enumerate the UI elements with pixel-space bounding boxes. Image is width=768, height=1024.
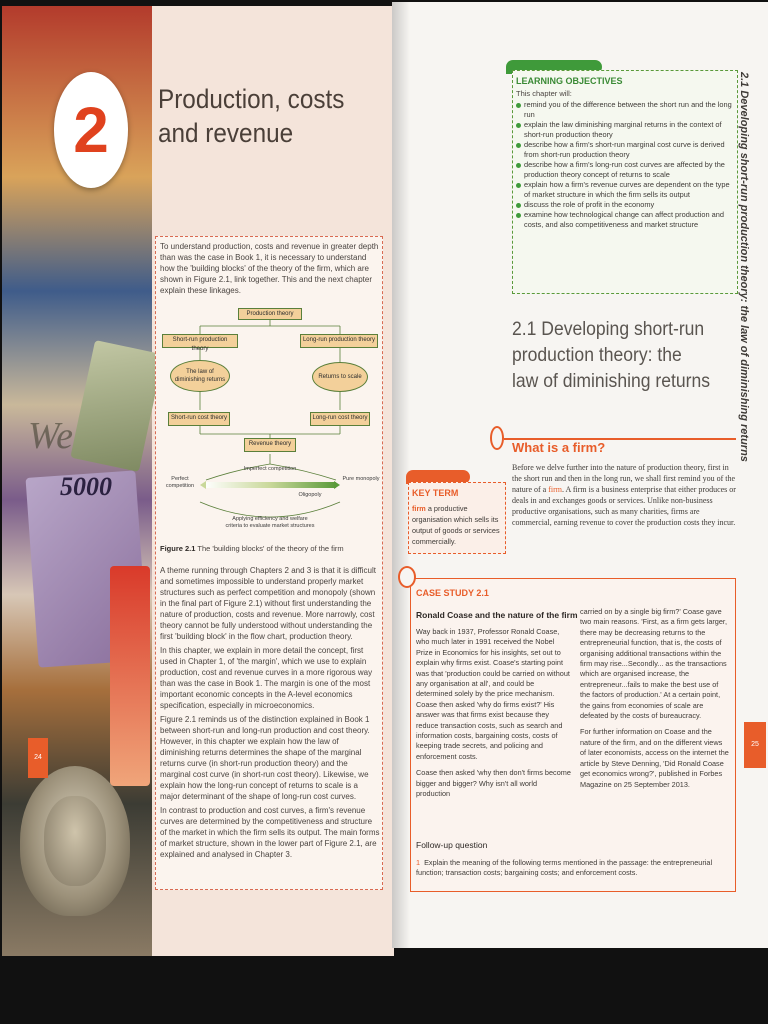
case-study-marker [398, 566, 416, 588]
case-study-heading: Ronald Coase and the nature of the firm [416, 610, 578, 620]
flow-short-run-production: Short-run production theory [162, 334, 238, 348]
chapter-title-line1: Production, costs [158, 84, 345, 114]
list-item: remind you of the difference between the short run and the long run [516, 100, 734, 120]
section-marker-circle [490, 426, 504, 450]
figure-caption-text: The 'building blocks' of the theory of the firm [197, 544, 344, 553]
figure-caption [160, 544, 380, 553]
flow-returns-to-scale: Returns to scale [312, 362, 368, 392]
learning-objectives-intro: This chapter will: [516, 89, 572, 98]
running-side-heading [734, 72, 760, 492]
page-number-left: 24 [28, 738, 48, 778]
case-study-column-2 [580, 607, 730, 796]
flow-short-run-cost: Short-run cost theory [168, 412, 230, 426]
left-paragraph: In contrast to production and cost curves, a firm's revenue curves are determined by the competitiveness and structure of the market in which the firm sells its output. The main forms of market structure, shown in the lower part of Figure 2.1, are explained and analysed in Chapter 3. [160, 806, 380, 859]
list-item: discuss the role of profit in the economy [516, 200, 734, 210]
banknote-5000-label: 5000 [60, 472, 112, 501]
flow-imperfect-competition: Imperfect competition [243, 466, 297, 472]
chapter-title-line2: and revenue [158, 118, 294, 148]
firm-highlight: firm [548, 485, 562, 494]
portrait-face [44, 796, 106, 886]
flow-chart [160, 302, 380, 540]
what-text-before: Before we delve further into the nature of production theory, first in the short run and then in the long run, we shall first remind you of the nature of a [512, 463, 736, 494]
left-body-text [160, 565, 380, 863]
key-term-definition [412, 503, 504, 547]
list-item: explain the law diminishing marginal returns in the context of short-run production theory [516, 120, 734, 140]
flow-efficiency-criteria: Applying efficiency and welfare criteria to evaluate market structures [225, 516, 315, 529]
banknote-red [110, 566, 150, 786]
case-study-paragraph: Way back in 1937, Professor Ronald Coase, who much later in 1991 received the Nobel Prize in Economics for his insights, set out to explain why firms exist. Coase's starting point was that 'production could be carried on without any organisation at all', and could be determined solely by the price mechanism. Coase then asked 'why do firms exist?' His answer was that firms exist because they reduce transaction costs, such as search and information costs, bargaining costs, costs of keeping trade secrets, and policing and enforcement costs. [416, 627, 570, 761]
key-term-definition-text: a productive organisation which sells its output of goods or services commercially. [412, 504, 500, 546]
case-study-paragraph: carried on by a single big firm?' Coase gave two main reasons. 'First, as a firm gets larger, there may be decreasing returns to the entrepreneurial function, that is, the costs of organising additional transactions within the firm may rise...Secondly... as the transactions which are organised increase, the entrepreneur...fails to make the best use of the factors of production.' At a certain point, the gains from economies of scale are defeated by the costs of bureaucracy. [580, 607, 727, 721]
subsection-title: What is a firm? [512, 440, 606, 455]
left-paragraph: Figure 2.1 reminds us of the distinction explained in Book 1 between short-run and long-run production and cost theory. However, in this chapter we explain how the law of diminishing returns determines the shape of the marginal returns curve (in short-run production theory) and the marginal cost curve (in short-run cost theory). Likewise, we explain how the long-run concept of returns to scale is a major determinant of the shape of long-run cost curves. [160, 715, 370, 801]
list-item: describe how a firm's long-run cost curves are affected by the production theory concept of returns to scale [516, 160, 734, 180]
banknote-lettering: We [28, 415, 74, 457]
follow-up-title: Follow-up question [416, 840, 488, 850]
left-paragraph: A theme running through Chapters 2 and 3 is that it is difficult and sometimes impossible to understand properly market structures such as perfect competition and monopoly (shown in the final part of Figure 2.1) without first understanding the nature of production, costs and revenue. More narrowly, cost theory cannot be fully understood without understanding the first 'building block' in the flow chart, production theory. [160, 566, 376, 641]
page-number-right: 25 [744, 722, 766, 768]
flow-law-diminishing-returns: The law of diminishing returns [170, 360, 230, 392]
key-term-title: KEY TERM [412, 488, 459, 498]
intro-paragraph: To understand production, costs and revenue in greater depth than was the case in Book 1, it is necessary to understand how the 'building blocks' of the theory of the firm, which are shown in Figure 2.1, link together. This and the next chapter explain these linkages. [160, 242, 379, 295]
flow-production-theory: Production theory [238, 308, 302, 320]
case-study-title: CASE STUDY 2.1 [416, 588, 489, 598]
learning-objectives-title: LEARNING OBJECTIVES [516, 76, 623, 86]
learning-objectives-list [516, 100, 734, 230]
list-item: examine how technological change can affect production and costs, and also competitiveness and market structure [516, 210, 734, 230]
figure-label: Figure 2.1 [160, 544, 196, 553]
list-item: explain how a firm's revenue curves are dependent on the type of market structure in which the firm sells its output [516, 180, 734, 200]
flow-perfect-competition: Perfect competition [165, 476, 195, 489]
case-study-paragraph: Coase then asked 'why then don't firms become bigger and bigger? Why isn't all world production [416, 768, 571, 799]
chapter-number: 2 [73, 94, 109, 166]
running-side-heading-text: 2.1 Developing short-run production theory: the law of diminishing returns [738, 72, 750, 462]
left-paragraph: In this chapter, we explain in more detail the concept, first used in Chapter 1, of 'the margin', which we use to explain production, cost and revenue curves in a more rigorous way than was the case in Book 1. The margin is one of the most important economic concepts in the A-level economics specification, especially in microeconomics. [160, 646, 373, 710]
flow-oligopoly: Oligopoly [298, 492, 322, 498]
key-term-word: firm [412, 504, 426, 513]
what-is-firm-text [512, 462, 738, 528]
flow-revenue-theory: Revenue theory [244, 438, 296, 452]
flow-pure-monopoly: Pure monopoly [342, 476, 380, 482]
case-study-column-1 [416, 627, 572, 806]
list-item: describe how a firm's short-run marginal cost curve is derived from short-run production theory [516, 140, 734, 160]
follow-up-text: Explain the meaning of the following terms mentioned in the passage: the entrepreneurial function; transaction costs; bargaining costs; and enforcement costs. [416, 858, 713, 877]
case-study-paragraph: For further information on Coase and the nature of the firm, and on the different views of later economists, access on the internet the article by Steve Denning, 'Did Ronald Coase get economics wrong?', published in Forbes Magazine on 25 September 2013. [580, 727, 729, 789]
flow-long-run-production: Long-run production theory [300, 334, 378, 348]
chapter-title [158, 82, 356, 150]
what-text-after: . A firm is a business enterprise that either produces or deals in and exchanges goods or services. Unlike non-business productive organisations, such as many charities, firms are commercial, earning revenue to cover the production costs they incur. [512, 485, 736, 527]
follow-up-question [416, 858, 728, 878]
section-title: 2.1 Developing short-run production theory: the law of diminishing returns [512, 318, 711, 392]
flow-long-run-cost: Long-run cost theory [310, 412, 370, 426]
follow-up-number: 1 [416, 858, 421, 867]
